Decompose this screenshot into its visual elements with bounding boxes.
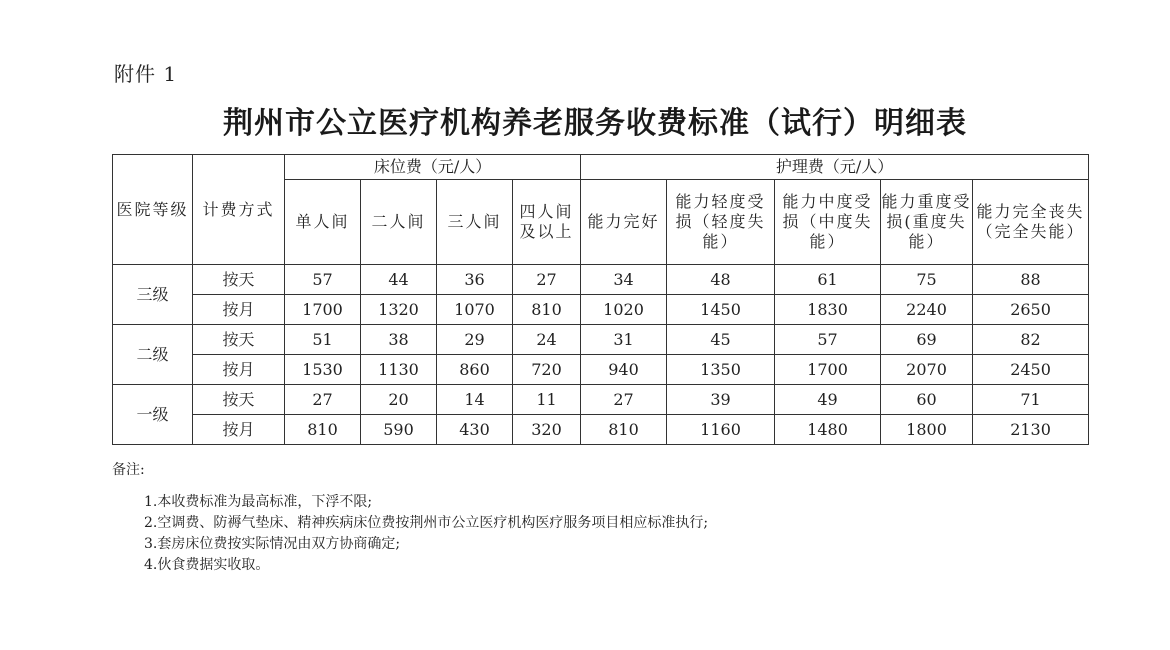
header-bed-col: 三人间	[437, 180, 513, 265]
fee-value-cell: 2240	[881, 295, 973, 325]
fee-value-cell: 11	[513, 385, 581, 415]
grade-cell: 三级	[113, 265, 193, 325]
document-title: 荆州市公立医疗机构养老服务收费标准（试行）明细表	[223, 106, 967, 141]
fee-value-cell: 57	[775, 325, 881, 355]
fee-value-cell: 14	[437, 385, 513, 415]
header-bed-col: 四人间及以上	[513, 180, 581, 265]
fee-value-cell: 1130	[361, 355, 437, 385]
method-cell: 按天	[193, 325, 285, 355]
method-cell: 按月	[193, 355, 285, 385]
table-row	[113, 355, 1089, 385]
fee-value-cell: 1070	[437, 295, 513, 325]
fee-value-cell: 1800	[881, 415, 973, 445]
fee-value-cell: 2450	[973, 355, 1089, 385]
fee-value-cell: 810	[513, 295, 581, 325]
fee-value-cell: 69	[881, 325, 973, 355]
fee-value-cell: 57	[285, 265, 361, 295]
header-care-col: 能力完好	[581, 180, 667, 265]
fee-value-cell: 61	[775, 265, 881, 295]
attachment-label: 附件 1	[114, 62, 178, 86]
fee-value-cell: 1320	[361, 295, 437, 325]
note-item: 3.套房床位费按实际情况由双方协商确定;	[144, 536, 401, 552]
fee-value-cell: 1700	[775, 355, 881, 385]
table-row	[113, 265, 1089, 295]
fee-value-cell: 36	[437, 265, 513, 295]
fee-value-cell: 71	[973, 385, 1089, 415]
header-method: 计费方式	[193, 155, 285, 265]
fee-value-cell: 1450	[667, 295, 775, 325]
notes	[112, 460, 708, 576]
header-bed-col: 单人间	[285, 180, 361, 265]
table-row	[113, 295, 1089, 325]
fee-value-cell: 82	[973, 325, 1089, 355]
note-item: 4.伙食费据实收取。	[144, 557, 270, 573]
fee-value-cell: 27	[285, 385, 361, 415]
fee-value-cell: 320	[513, 415, 581, 445]
table-row	[113, 385, 1089, 415]
fee-value-cell: 49	[775, 385, 881, 415]
fee-value-cell: 810	[581, 415, 667, 445]
header-care-col: 能力完全丧失（完全失能）	[973, 180, 1089, 265]
fee-value-cell: 1160	[667, 415, 775, 445]
fee-value-cell: 48	[667, 265, 775, 295]
fee-value-cell: 38	[361, 325, 437, 355]
fee-value-cell: 31	[581, 325, 667, 355]
fee-value-cell: 34	[581, 265, 667, 295]
table-row	[113, 325, 1089, 355]
fee-value-cell: 1480	[775, 415, 881, 445]
fee-value-cell: 27	[581, 385, 667, 415]
header-care-col: 能力轻度受损（轻度失能）	[667, 180, 775, 265]
method-cell: 按天	[193, 265, 285, 295]
table-row	[113, 415, 1089, 445]
fee-value-cell: 860	[437, 355, 513, 385]
fee-value-cell: 590	[361, 415, 437, 445]
note-item: 2.空调费、防褥气垫床、精神疾病床位费按荆州市公立医疗机构医疗服务项目相应标准执行;	[144, 515, 709, 531]
method-cell: 按月	[193, 295, 285, 325]
fee-value-cell: 940	[581, 355, 667, 385]
fee-value-cell: 430	[437, 415, 513, 445]
header-care-col: 能力重度受损(重度失能）	[881, 180, 973, 265]
fee-value-cell: 720	[513, 355, 581, 385]
fee-value-cell: 27	[513, 265, 581, 295]
fee-value-cell: 29	[437, 325, 513, 355]
method-cell: 按天	[193, 385, 285, 415]
grade-cell: 二级	[113, 325, 193, 385]
fee-table	[112, 154, 1089, 445]
grade-cell: 一级	[113, 385, 193, 445]
fee-value-cell: 2650	[973, 295, 1089, 325]
fee-value-cell: 45	[667, 325, 775, 355]
note-item: 1.本收费标准为最高标准，下浮不限;	[144, 494, 373, 510]
fee-value-cell: 20	[361, 385, 437, 415]
fee-value-cell: 810	[285, 415, 361, 445]
header-care-col: 能力中度受损（中度失能）	[775, 180, 881, 265]
fee-value-cell: 2130	[973, 415, 1089, 445]
fee-value-cell: 44	[361, 265, 437, 295]
method-cell: 按月	[193, 415, 285, 445]
fee-value-cell: 1020	[581, 295, 667, 325]
fee-value-cell: 60	[881, 385, 973, 415]
fee-value-cell: 51	[285, 325, 361, 355]
header-care-fee: 护理费（元/人）	[581, 155, 1089, 180]
header-bed-col: 二人间	[361, 180, 437, 265]
fee-value-cell: 2070	[881, 355, 973, 385]
fee-value-cell: 1350	[667, 355, 775, 385]
fee-value-cell: 24	[513, 325, 581, 355]
notes-heading: 备注:	[112, 462, 145, 478]
fee-value-cell: 1830	[775, 295, 881, 325]
fee-value-cell: 39	[667, 385, 775, 415]
fee-value-cell: 1700	[285, 295, 361, 325]
fee-value-cell: 75	[881, 265, 973, 295]
fee-value-cell: 1530	[285, 355, 361, 385]
header-grade: 医院等级	[113, 155, 193, 265]
header-bed-fee: 床位费（元/人）	[285, 155, 581, 180]
fee-value-cell: 88	[973, 265, 1089, 295]
